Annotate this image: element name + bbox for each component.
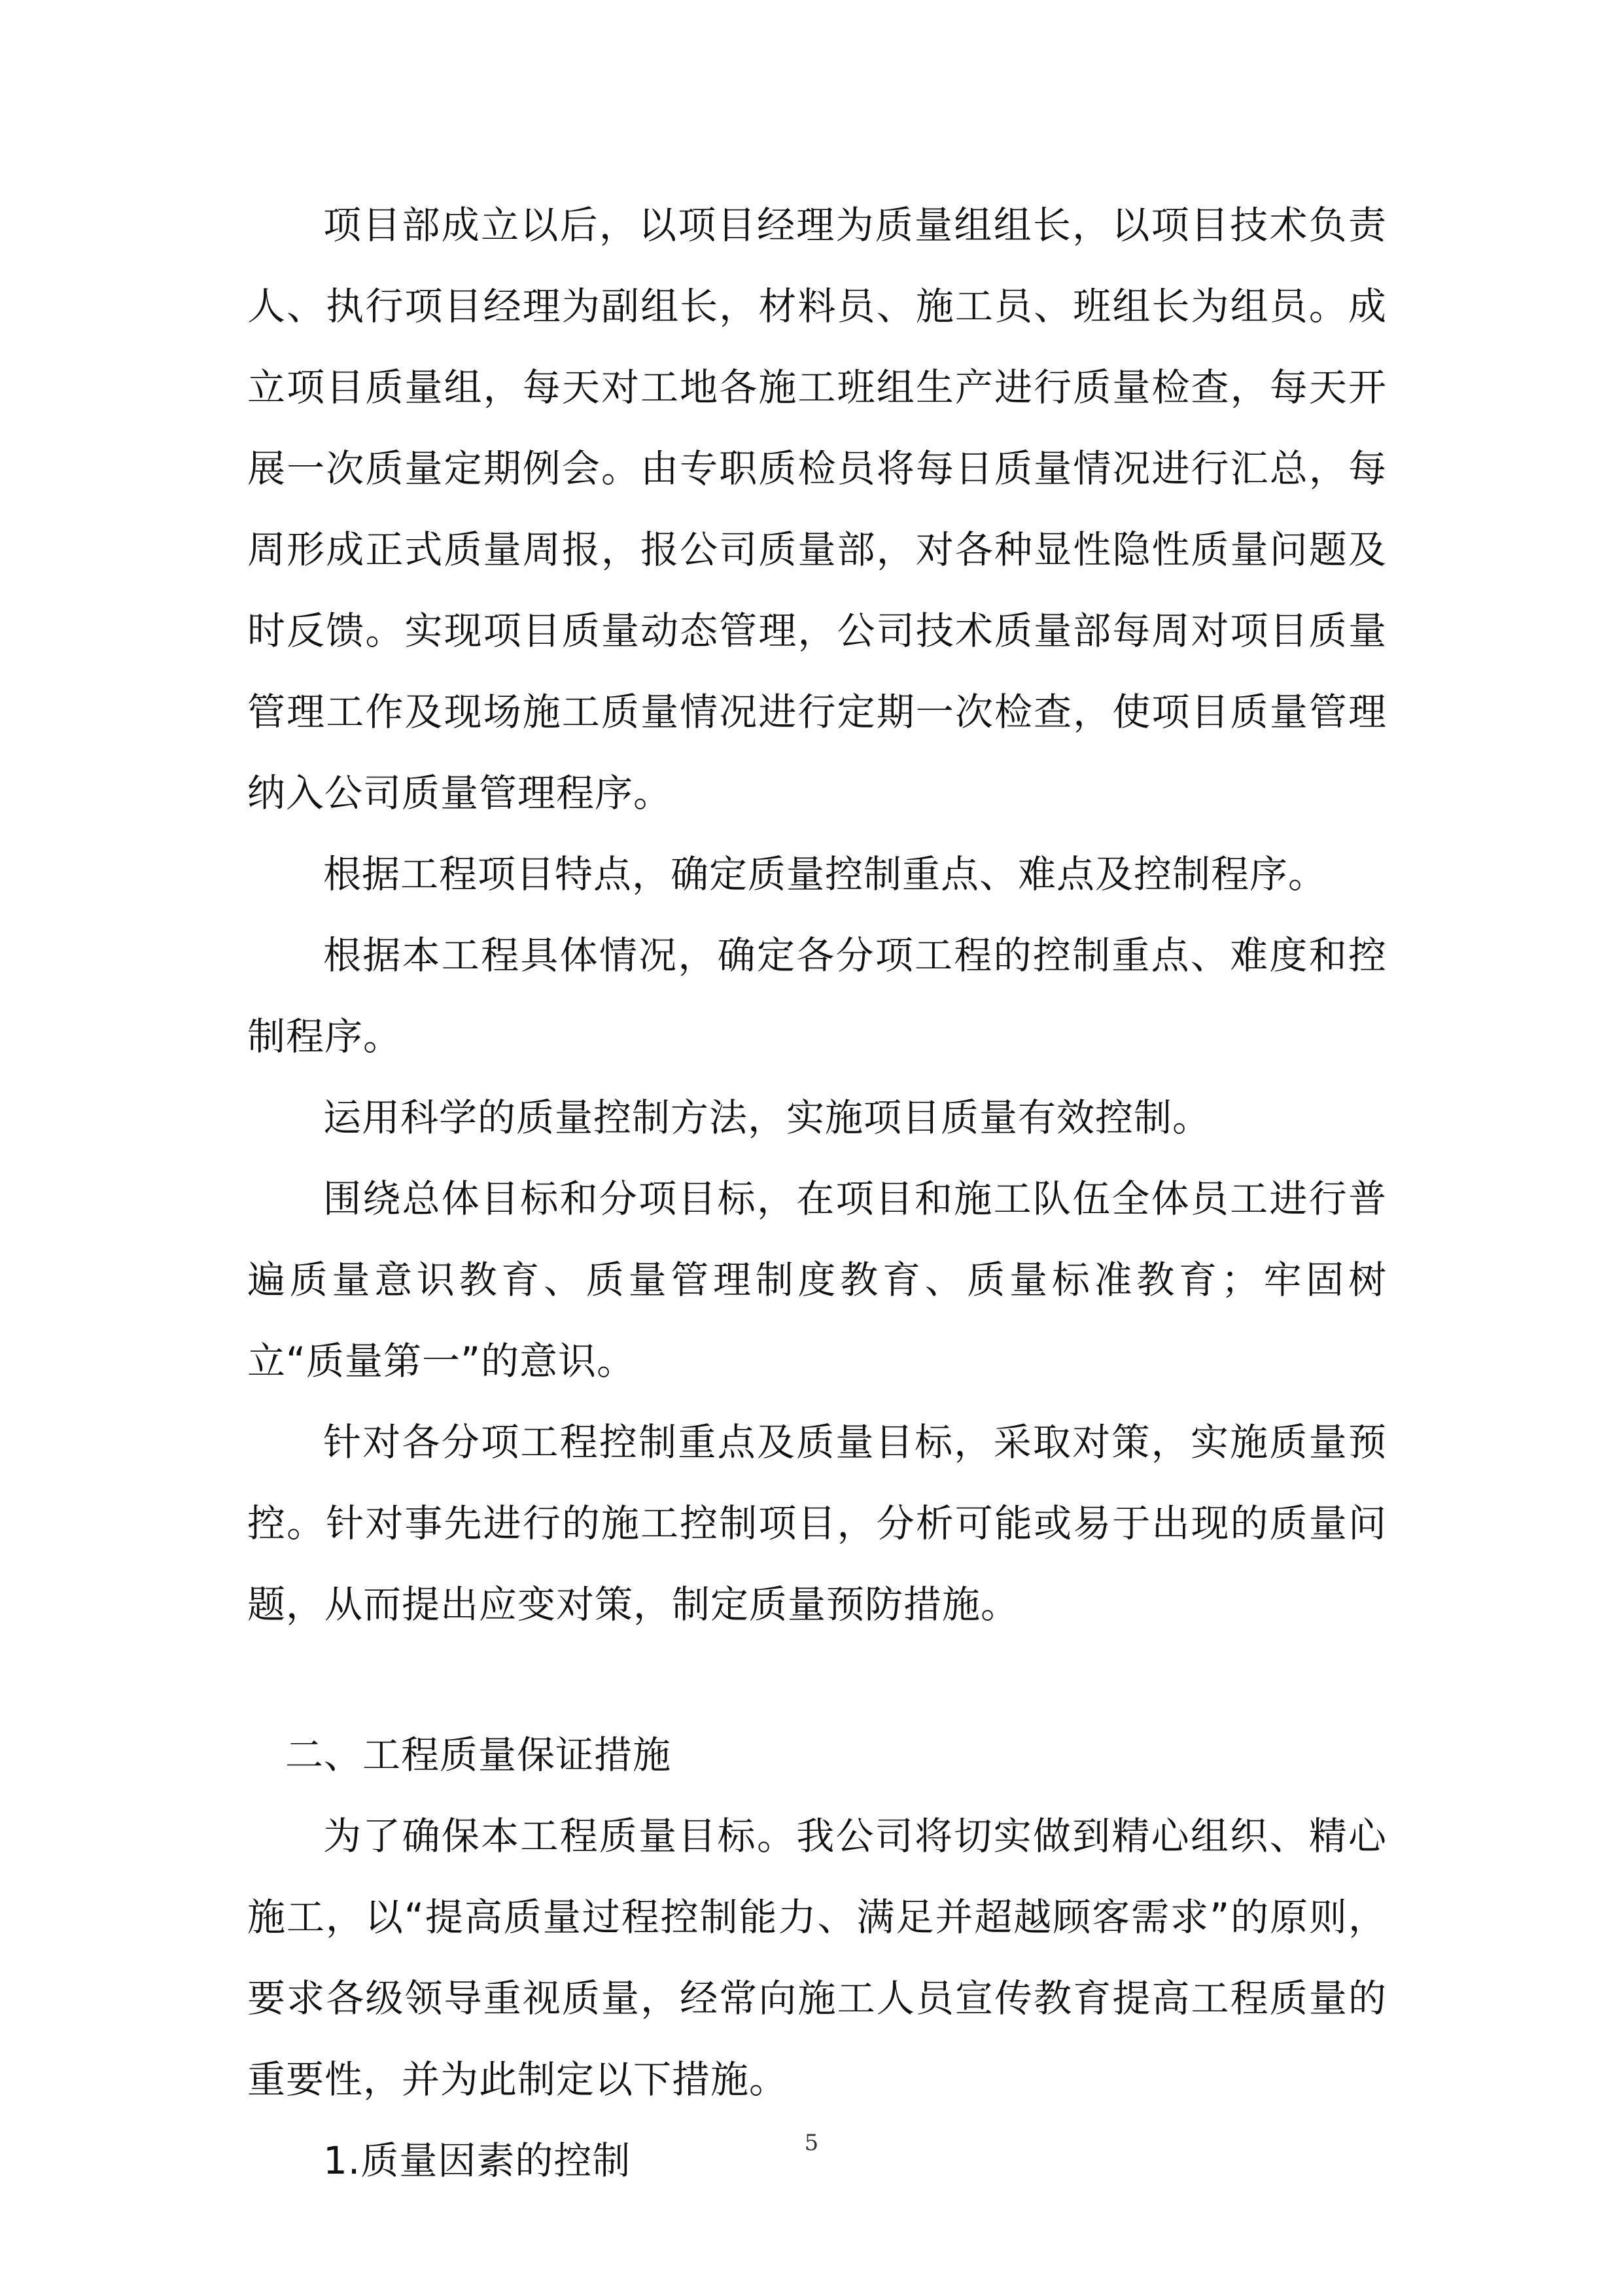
paragraph-quality-assurance-intro: 为了确保本工程质量目标。我公司将切实做到精心组织、精心施工，以“提高质量过程控制能力、满足并超越顾客需求”的原则，要求各级领导重视质量，经常向施工人员宣传教育提高工程质量的重要性，并为此制定以下措施。	[247, 1814, 1387, 2102]
paragraph-control-procedure: 根据本工程具体情况，确定各分项工程的控制重点、难度和控制程序。	[247, 933, 1387, 1059]
paragraph-quality-education: 围绕总体目标和分项目标，在项目和施工队伍全体员工进行普遍质量意识教育、质量管理制度教育、质量标准教育；牢固树立“质量第一”的意识。	[247, 1176, 1387, 1383]
page-number: 5	[804, 2130, 819, 2156]
document-body	[247, 185, 1387, 2201]
subheading-quality-factor-control: 1.质量因素的控制	[323, 2138, 631, 2183]
paragraph-quality-precontrol: 针对各分项工程控制重点及质量目标，采取对策，实施质量预控。针对事先进行的施工控制项目，分析可能或易于出现的质量问题，从而提出应变对策，制定质量预防措施。	[247, 1420, 1387, 1627]
section-heading: 二、工程质量保证措施	[285, 1733, 672, 1777]
paragraph-quality-team: 项目部成立以后，以项目经理为质量组组长，以项目技术负责人、执行项目经理为副组长，材料员、施工员、班组长为组员。成立项目质量组，每天对工地各施工班组生产进行质量检查，每天开展一次质量定期例会。由专职质检员将每日质量情况进行汇总，每周形成正式质量周报，报公司质量部，对各种显性隐性质量问题及时反馈。实现项目质量动态管理，公司技术质量部每周对项目质量管理工作及现场施工质量情况进行定期一次检查，使项目质量管理纳入公司质量管理程序。	[247, 203, 1387, 815]
paragraph-control-key-points: 根据工程项目特点，确定质量控制重点、难点及控制程序。	[323, 852, 1327, 896]
paragraph-control-methods: 运用科学的质量控制方法，实施项目质量有效控制。	[323, 1095, 1212, 1140]
